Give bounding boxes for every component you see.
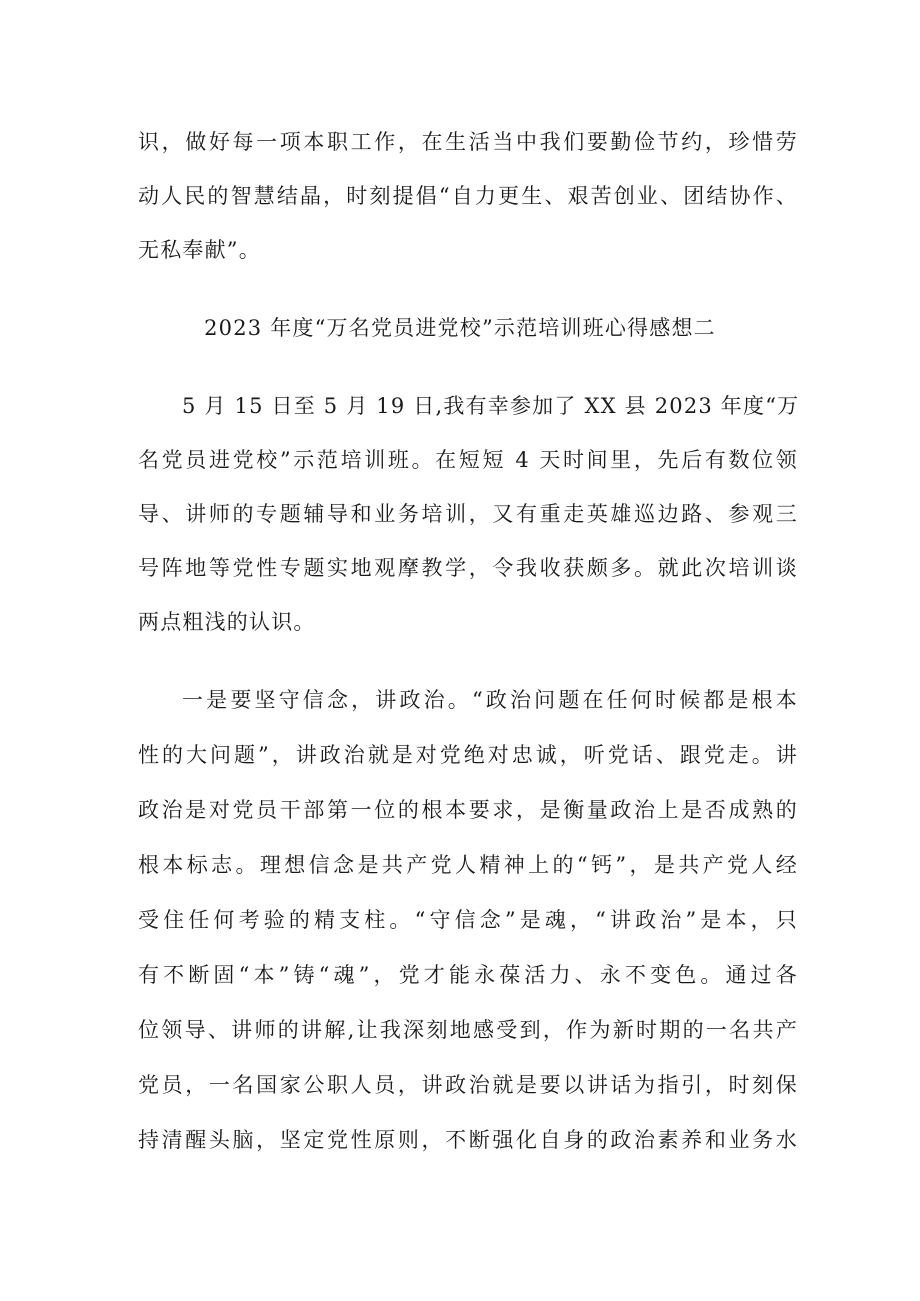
paragraph-2-line-3: 政治是对党员干部第一位的根本要求，是衡量政治上是否成熟的 (138, 798, 798, 822)
paragraph-2-line-5: 受住任何考验的精支柱。“守信念”是魂，“讲政治”是本，只 (138, 908, 798, 932)
paragraph-1-line-1: 5 月 15 日至 5 月 19 日,我有幸参加了 XX 县 2023 年度“万 (182, 394, 800, 418)
intro-line-3: 无私奉献”。 (138, 238, 261, 262)
paragraph-2-line-8: 党员，一名国家公职人员，讲政治就是要以讲话为指引，时刻保 (138, 1073, 798, 1097)
paragraph-1-line-2: 名党员进党校”示范培训班。在短短 4 天时间里，先后有数位领 (138, 448, 798, 472)
paragraph-2-line-1: 一是要坚守信念，讲政治。“政治问题在任何时候都是根本 (182, 688, 798, 712)
paragraph-2-line-6: 有不断固“本”铸“魂”，党才能永葆活力、永不变色。通过各 (138, 963, 798, 987)
section-heading: 2023 年度“万名党员进党校”示范培训班心得感想二 (204, 316, 716, 340)
paragraph-2-line-2: 性的大问题”，讲政治就是对党绝对忠诚，听党话、跟党走。讲 (138, 743, 798, 767)
paragraph-1-line-4: 号阵地等党性专题实地观摩教学，令我收获颇多。就此次培训谈 (138, 556, 798, 580)
paragraph-2-line-7: 位领导、讲师的讲解,让我深刻地感受到，作为新时期的一名共产 (138, 1018, 798, 1042)
paragraph-2-line-4: 根本标志。理想信念是共产党人精神上的“钙”，是共产党人经 (138, 853, 798, 877)
intro-line-1: 识，做好每一项本职工作，在生活当中我们要勤俭节约，珍惜劳 (138, 130, 798, 154)
paragraph-2-line-9: 持清醒头脑，坚定党性原则，不断强化自身的政治素养和业务水 (138, 1128, 798, 1152)
paragraph-1-line-3: 导、讲师的专题辅导和业务培训，又有重走英雄巡边路、参观三 (138, 502, 798, 526)
paragraph-1-line-5: 两点粗浅的认识。 (138, 610, 316, 634)
intro-line-2: 动人民的智慧结晶，时刻提倡“自力更生、艰苦创业、团结协作、 (138, 184, 798, 208)
